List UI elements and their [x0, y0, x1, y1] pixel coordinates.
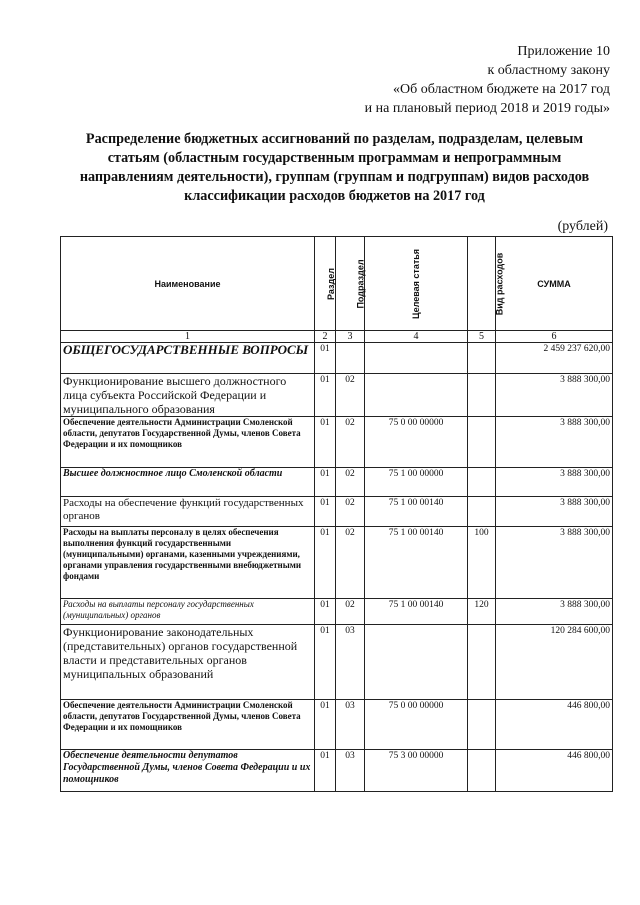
row-sum: 2 459 237 620,00 — [496, 343, 613, 374]
col-number: 6 — [496, 331, 613, 343]
row-section: 01 — [315, 700, 336, 750]
row-sum: 3 888 300,00 — [496, 417, 613, 468]
row-name: Обеспечение деятельности депутатов Государственной Думы, членов Совета Федерации и их помощников — [61, 750, 315, 792]
row-sum: 446 800,00 — [496, 700, 613, 750]
row-subsection: 02 — [336, 497, 365, 527]
appendix-header — [365, 42, 610, 118]
header-row — [61, 237, 613, 331]
appendix-line-4: и на плановый период 2018 и 2019 годы» — [364, 101, 610, 116]
row-target: 75 1 00 00140 — [365, 599, 468, 625]
row-type — [468, 625, 496, 700]
row-type — [468, 497, 496, 527]
column-number-row — [61, 331, 613, 343]
col-number: 5 — [468, 331, 496, 343]
row-target: 75 1 00 00000 — [365, 468, 468, 497]
row-section: 01 — [315, 527, 336, 599]
budget-table — [60, 236, 613, 792]
col-number: 2 — [315, 331, 336, 343]
header-name: Наименование — [61, 237, 315, 331]
row-subsection: 02 — [336, 374, 365, 417]
row-section: 01 — [315, 468, 336, 497]
row-section: 01 — [315, 497, 336, 527]
row-target: 75 1 00 00140 — [365, 527, 468, 599]
table-row — [61, 343, 613, 374]
col-number: 1 — [61, 331, 315, 343]
row-name: Расходы на выплаты персоналу государственных (муниципальных) органов — [61, 599, 315, 625]
appendix-line-2: к областному закону — [487, 63, 610, 78]
row-type — [468, 374, 496, 417]
appendix-line-3: «Об областном бюджете на 2017 год — [393, 82, 610, 97]
row-subsection: 03 — [336, 750, 365, 792]
unit-label: (рублей) — [557, 219, 608, 234]
row-type: 120 — [468, 599, 496, 625]
table-row — [61, 750, 613, 792]
row-sum: 3 888 300,00 — [496, 527, 613, 599]
row-type — [468, 750, 496, 792]
row-sum: 120 284 600,00 — [496, 625, 613, 700]
row-sum: 446 800,00 — [496, 750, 613, 792]
row-name: ОБЩЕГОСУДАРСТВЕННЫЕ ВОПРОСЫ — [61, 343, 315, 374]
row-type: 100 — [468, 527, 496, 599]
appendix-line-1: Приложение 10 — [517, 44, 610, 59]
row-section: 01 — [315, 599, 336, 625]
row-sum: 3 888 300,00 — [496, 599, 613, 625]
table-row — [61, 527, 613, 599]
row-name: Расходы на выплаты персоналу в целях обеспечения выполнения функций государственными (муниципальными) органами, казенными учреждениями, органами управления государственными внебюджетными фондами — [61, 527, 315, 599]
header-sum: СУММА — [496, 237, 613, 331]
row-sum: 3 888 300,00 — [496, 497, 613, 527]
row-type — [468, 468, 496, 497]
row-type — [468, 700, 496, 750]
row-section: 01 — [315, 625, 336, 700]
row-name: Функционирование законодательных (представительных) органов государственной власти и представительных органов муниципальных образований — [61, 625, 315, 700]
row-target — [365, 343, 468, 374]
table-row — [61, 599, 613, 625]
table-row — [61, 625, 613, 700]
header-subsection: Подраздел — [336, 237, 365, 331]
row-name: Обеспечение деятельности Администрации Смоленской области, депутатов Государственной Думы, членов Совета Федерации и их помощников — [61, 417, 315, 468]
table-row — [61, 700, 613, 750]
row-name: Обеспечение деятельности Администрации Смоленской области, депутатов Государственной Думы, членов Совета Федерации и их помощников — [61, 700, 315, 750]
col-number: 4 — [365, 331, 468, 343]
col-number: 3 — [336, 331, 365, 343]
row-subsection: 02 — [336, 599, 365, 625]
row-section: 01 — [315, 750, 336, 792]
row-name: Высшее должностное лицо Смоленской области — [61, 468, 315, 497]
table-row — [61, 417, 613, 468]
row-target: 75 0 00 00000 — [365, 417, 468, 468]
row-sum: 3 888 300,00 — [496, 468, 613, 497]
row-type — [468, 417, 496, 468]
row-sum: 3 888 300,00 — [496, 374, 613, 417]
row-target — [365, 374, 468, 417]
row-name: Расходы на обеспечение функций государственных органов — [61, 497, 315, 527]
table-row — [61, 497, 613, 527]
row-section: 01 — [315, 343, 336, 374]
row-section: 01 — [315, 417, 336, 468]
row-target: 75 3 00 00000 — [365, 750, 468, 792]
row-section: 01 — [315, 374, 336, 417]
header-expense-type: Вид расходов — [468, 237, 496, 331]
row-target — [365, 625, 468, 700]
row-subsection: 02 — [336, 468, 365, 497]
table-row — [61, 468, 613, 497]
row-subsection: 02 — [336, 527, 365, 599]
table-row — [61, 374, 613, 417]
row-type — [468, 343, 496, 374]
row-subsection — [336, 343, 365, 374]
header-target: Целевая статья — [365, 237, 468, 331]
row-target: 75 0 00 00000 — [365, 700, 468, 750]
row-subsection: 03 — [336, 700, 365, 750]
row-name: Функционирование высшего должностного лица субъекта Российской Федерации и муниципального образования — [61, 374, 315, 417]
row-subsection: 02 — [336, 417, 365, 468]
header-section: Раздел — [315, 237, 336, 331]
document-title: Распределение бюджетных ассигнований по разделам, подразделам, целевым статьям (областным государственным программам и непрограммным направлениям деятельности), группам (группам и подгруппам) видов расходов классификации расходов бюджетов на 2017 год — [79, 131, 590, 204]
row-subsection: 03 — [336, 625, 365, 700]
row-target: 75 1 00 00140 — [365, 497, 468, 527]
